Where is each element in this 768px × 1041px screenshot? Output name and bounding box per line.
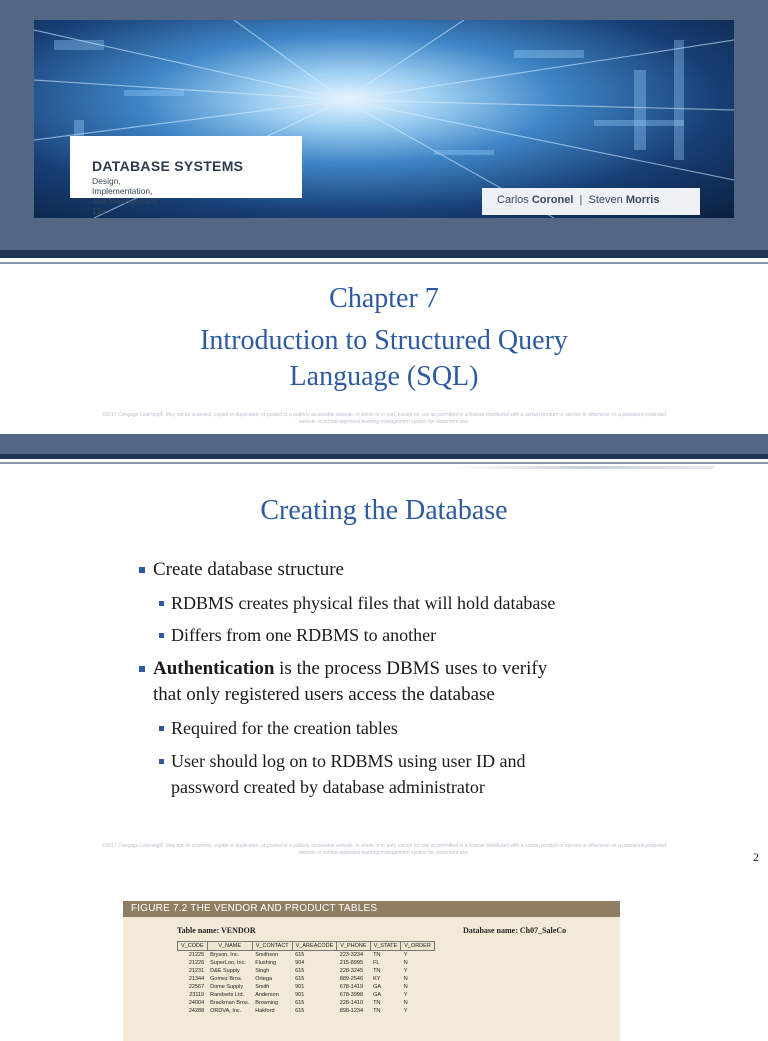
table-row bbox=[178, 975, 435, 983]
sub-bullet-item bbox=[171, 622, 436, 648]
bullet-item bbox=[153, 656, 547, 682]
table-cell: 678-3998 bbox=[339, 992, 364, 998]
table-cell: Hakford bbox=[255, 1008, 275, 1014]
table-cell: N bbox=[403, 960, 408, 966]
table-cell: Flushing bbox=[255, 960, 277, 966]
figure-slide bbox=[0, 868, 768, 1024]
header-divider-thin bbox=[0, 462, 768, 464]
table-cell: Bryson, Inc. bbox=[210, 952, 240, 958]
sub-bullet-item bbox=[171, 748, 526, 774]
table-row bbox=[178, 991, 435, 999]
author-separator: | bbox=[579, 194, 583, 206]
bullet-marker bbox=[159, 726, 164, 731]
column-header: V_PHONE bbox=[337, 942, 370, 951]
bullet-continuation: that only registered users access the database bbox=[153, 684, 495, 705]
book-edition: 12e bbox=[92, 206, 107, 216]
table-cell: Anderson bbox=[255, 992, 279, 998]
author2-last: Morris bbox=[625, 194, 660, 206]
table-cell: Y bbox=[403, 952, 408, 958]
figure-header-bar bbox=[123, 901, 620, 917]
chapter-title-line: Introduction to Structured Query bbox=[200, 325, 568, 356]
table-cell: TN bbox=[373, 968, 381, 974]
table-cell: 21225 bbox=[188, 952, 205, 958]
table-cell: 615 bbox=[295, 952, 305, 958]
table-cell: GA bbox=[373, 984, 382, 990]
copyright-line: website or school-approved learning management system for classroom use. bbox=[298, 850, 470, 856]
table-cell: 615 bbox=[295, 1008, 305, 1014]
table-cell: 901 bbox=[295, 984, 305, 990]
table-cell: 22567 bbox=[188, 984, 205, 990]
table-cell: 228-1410 bbox=[339, 1000, 364, 1006]
table-cell: ORDVA, Inc. bbox=[210, 1008, 242, 1014]
bullet-text: Create database structure bbox=[153, 559, 344, 580]
table-cell: Y bbox=[403, 968, 408, 974]
table-cell: Dome Supply bbox=[210, 984, 244, 990]
author1-last: Coronel bbox=[531, 194, 574, 206]
bullet-text: User should log on to RDBMS using user ID and bbox=[171, 751, 526, 771]
table-cell: 223-3234 bbox=[339, 952, 364, 958]
table-cell: 889-2546 bbox=[339, 976, 364, 982]
table-cell: N bbox=[403, 976, 408, 982]
title-slide bbox=[0, 0, 768, 460]
copyright-notice bbox=[40, 843, 728, 857]
copyright-line: ©2017 Cengage Learning®. May not be scanned, copied or duplicated, or posted to a publicly accessible website, in whole or in part, except for use as permitted in a license distributed with a certain product or service or otherwise on a password-protected bbox=[101, 843, 667, 849]
bullet-marker bbox=[139, 666, 145, 672]
table-cell: Smith bbox=[255, 984, 270, 990]
table-row bbox=[178, 999, 435, 1007]
book-title: DATABASE SYSTEMS bbox=[92, 158, 244, 174]
book-subtitle-line: Design, bbox=[92, 176, 121, 186]
table-cell: Randsets Ltd. bbox=[210, 992, 245, 998]
table-cell: Y bbox=[403, 1008, 408, 1014]
table-cell: 23119 bbox=[189, 992, 205, 998]
chapter-number: Chapter 7 bbox=[329, 283, 439, 314]
table-cell: 678-1419 bbox=[339, 984, 364, 990]
slide-heading: Creating the Database bbox=[260, 495, 508, 526]
column-header: V_NAME bbox=[207, 942, 252, 951]
bullet-marker bbox=[159, 759, 164, 764]
header-divider bbox=[0, 454, 768, 459]
table-cell: 901 bbox=[295, 992, 305, 998]
author1-first: Carlos bbox=[497, 194, 529, 206]
table-row bbox=[178, 951, 435, 960]
page-number: 2 bbox=[753, 850, 759, 864]
table-cell: 904 bbox=[295, 960, 305, 966]
table-cell: 615 bbox=[295, 1000, 305, 1006]
figure-panel bbox=[123, 901, 620, 1041]
content-slide bbox=[0, 434, 768, 868]
database-name-label: Database name: Ch07_SaleCo bbox=[463, 926, 567, 935]
table-cell: Browning bbox=[255, 1000, 279, 1006]
column-header: V_ORDER bbox=[401, 942, 435, 951]
table-cell: Y bbox=[403, 992, 408, 998]
author2-first: Steven bbox=[588, 194, 623, 206]
table-cell: Smithson bbox=[255, 952, 279, 958]
table-cell: Ortega bbox=[255, 976, 273, 982]
bullet-text: RDBMS creates physical files that will hold database bbox=[171, 593, 556, 613]
heading-shadow-line bbox=[454, 466, 714, 469]
table-cell: 21226 bbox=[188, 960, 205, 966]
table-cell: Singh bbox=[255, 968, 270, 974]
bullet-continuation: password created by database administrator bbox=[171, 777, 485, 797]
column-header: V_CONTACT bbox=[252, 942, 292, 951]
table-cell: TN bbox=[373, 1008, 381, 1014]
table-header-row bbox=[178, 942, 435, 951]
bullet-text: is the process DBMS uses to verify bbox=[274, 658, 548, 679]
table-body bbox=[178, 951, 435, 1016]
bullet-marker bbox=[139, 567, 145, 573]
table-row bbox=[178, 983, 435, 991]
table-cell: TN bbox=[373, 1000, 381, 1006]
bullet-item bbox=[153, 557, 344, 583]
table-cell: KY bbox=[373, 976, 381, 982]
table-row bbox=[178, 967, 435, 975]
header-divider bbox=[0, 250, 768, 258]
table-cell: 898-1234 bbox=[339, 1008, 364, 1014]
table-cell: TN bbox=[373, 952, 381, 958]
column-header: V_AREACODE bbox=[292, 942, 337, 951]
table-cell: 24288 bbox=[188, 1008, 205, 1014]
copyright-line: ©2017 Cengage Learning®. May not be scanned, copied or duplicated, or posted to a publicly accessible website, in whole or in part, except for use as permitted in a license distributed with a certain product or service or otherwise on a password-protected bbox=[101, 412, 667, 418]
bullet-marker bbox=[159, 633, 164, 638]
copyright-notice bbox=[40, 412, 728, 426]
table-cell: 615 bbox=[295, 968, 305, 974]
header-divider-thin bbox=[0, 262, 768, 264]
bullet-bold-term: Authentication bbox=[153, 658, 275, 679]
table-cell: 215-8995 bbox=[339, 960, 364, 966]
table-cell: N bbox=[403, 1000, 408, 1006]
bullet-text: Required for the creation tables bbox=[171, 718, 398, 738]
table-cell: Brackman Bros. bbox=[210, 1000, 250, 1006]
table-cell: SuperLoo, Inc. bbox=[210, 960, 246, 966]
sub-bullet-item bbox=[171, 590, 555, 616]
book-subtitle-line: and Management bbox=[92, 196, 159, 206]
chapter-title bbox=[0, 323, 768, 395]
table-name-label: Table name: VENDOR bbox=[177, 926, 256, 935]
vendor-table bbox=[177, 941, 435, 1015]
figure-caption: FIGURE 7.2 THE VENDOR AND PRODUCT TABLES bbox=[131, 903, 378, 914]
column-header: V_STATE bbox=[370, 942, 401, 951]
table-cell: N bbox=[403, 984, 408, 990]
table-row bbox=[178, 959, 435, 967]
bullet-text: Differs from one RDBMS to another bbox=[171, 625, 437, 645]
bullet-marker bbox=[159, 601, 164, 606]
table-cell: 615 bbox=[295, 976, 305, 982]
chapter-title-line: Language (SQL) bbox=[289, 361, 479, 392]
table-cell: FL bbox=[373, 960, 380, 966]
book-subtitle bbox=[92, 176, 158, 216]
table-cell: GA bbox=[373, 992, 382, 998]
table-cell: D&E Supply bbox=[210, 968, 240, 974]
table-cell: 24004 bbox=[188, 1000, 205, 1006]
table-cell: 21344 bbox=[188, 976, 205, 982]
table-cell: 21231 bbox=[188, 968, 205, 974]
table-cell: Gomez Bros. bbox=[210, 976, 243, 982]
copyright-line: website or school-approved learning management system for classroom use. bbox=[298, 419, 470, 425]
table-row bbox=[178, 1007, 435, 1015]
sub-bullet-item bbox=[171, 715, 398, 741]
book-authors bbox=[497, 194, 659, 206]
column-header: V_CODE bbox=[178, 942, 208, 951]
table-cell: 228-3245 bbox=[339, 968, 364, 974]
book-subtitle-line: Implementation, bbox=[92, 186, 153, 196]
